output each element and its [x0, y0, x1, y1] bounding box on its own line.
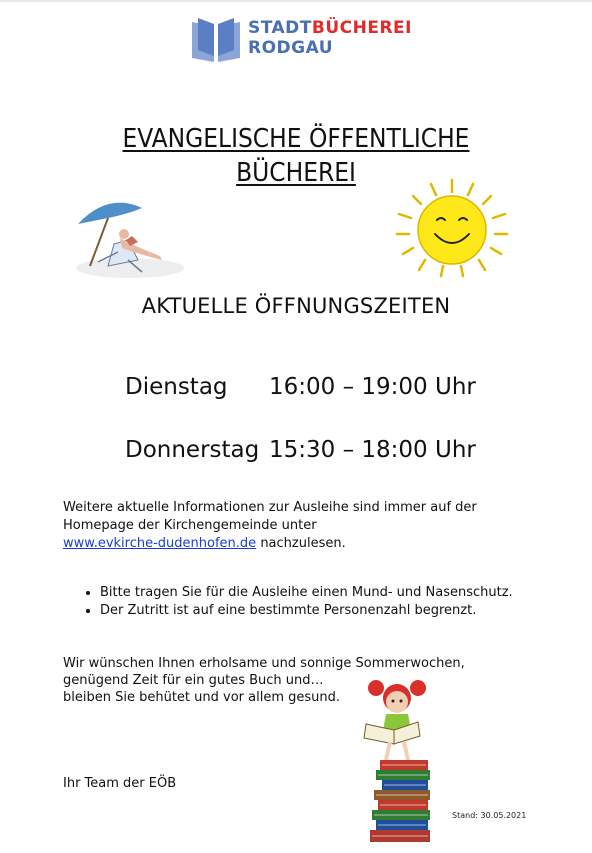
- wish-line: bleiben Sie behütet und vor allem gesund.: [63, 690, 340, 705]
- hours-day: Dienstag: [125, 374, 228, 400]
- list-item: • Der Zutritt ist auf eine bestimmte Personenzahl begrenzt.: [100, 602, 560, 620]
- title-line1: EVANGELISCHE ÖFFENTLICHE: [122, 124, 470, 154]
- logo-word-buecherei: BÜCHEREI: [311, 18, 412, 38]
- date-stamp: Stand: 30.05.2021: [452, 811, 527, 820]
- title-line2: BÜCHEREI: [236, 158, 356, 188]
- opening-hours-heading: AKTUELLE ÖFFNUNGSZEITEN: [141, 294, 451, 318]
- logo-word-stadt: STADT: [248, 18, 312, 38]
- logo-word-rodgau: RODGAU: [248, 38, 334, 58]
- page-top-border: [0, 0, 592, 2]
- list-item: • Bitte tragen Sie für die Ausleihe einen Mund- und Nasenschutz.: [100, 584, 560, 602]
- smiling-sun-icon: [393, 178, 511, 278]
- logo-line1: [248, 18, 412, 38]
- hours-time: 16:00 – 19:00 Uhr: [269, 374, 476, 400]
- logo-text: [248, 18, 412, 58]
- parish-homepage-link[interactable]: www.evkirche-dudenhofen.de: [63, 536, 257, 551]
- info-text: Weitere aktuelle Informationen zur Ausleihe sind immer auf der Homepage der Kirchengemeinde unter: [63, 500, 477, 533]
- hours-day: Donnerstag: [125, 437, 260, 463]
- info-after-link: nachzulesen.: [260, 536, 346, 551]
- open-book-icon: [190, 16, 242, 64]
- stadtbuecherei-logo: [190, 16, 410, 66]
- beach-chair-reader-icon: [68, 196, 186, 282]
- wish-line: Wir wünschen Ihnen erholsame und sonnige Sommerwochen,: [63, 656, 465, 671]
- hours-time: 15:30 – 18:00 Uhr: [269, 437, 476, 463]
- info-paragraph: [63, 499, 533, 553]
- signature-team: Ihr Team der EÖB: [63, 776, 177, 791]
- girl-on-book-stack-icon: [356, 676, 446, 844]
- rules-list: [80, 584, 560, 620]
- wish-line: genügend Zeit für ein gutes Buch und…: [63, 673, 324, 688]
